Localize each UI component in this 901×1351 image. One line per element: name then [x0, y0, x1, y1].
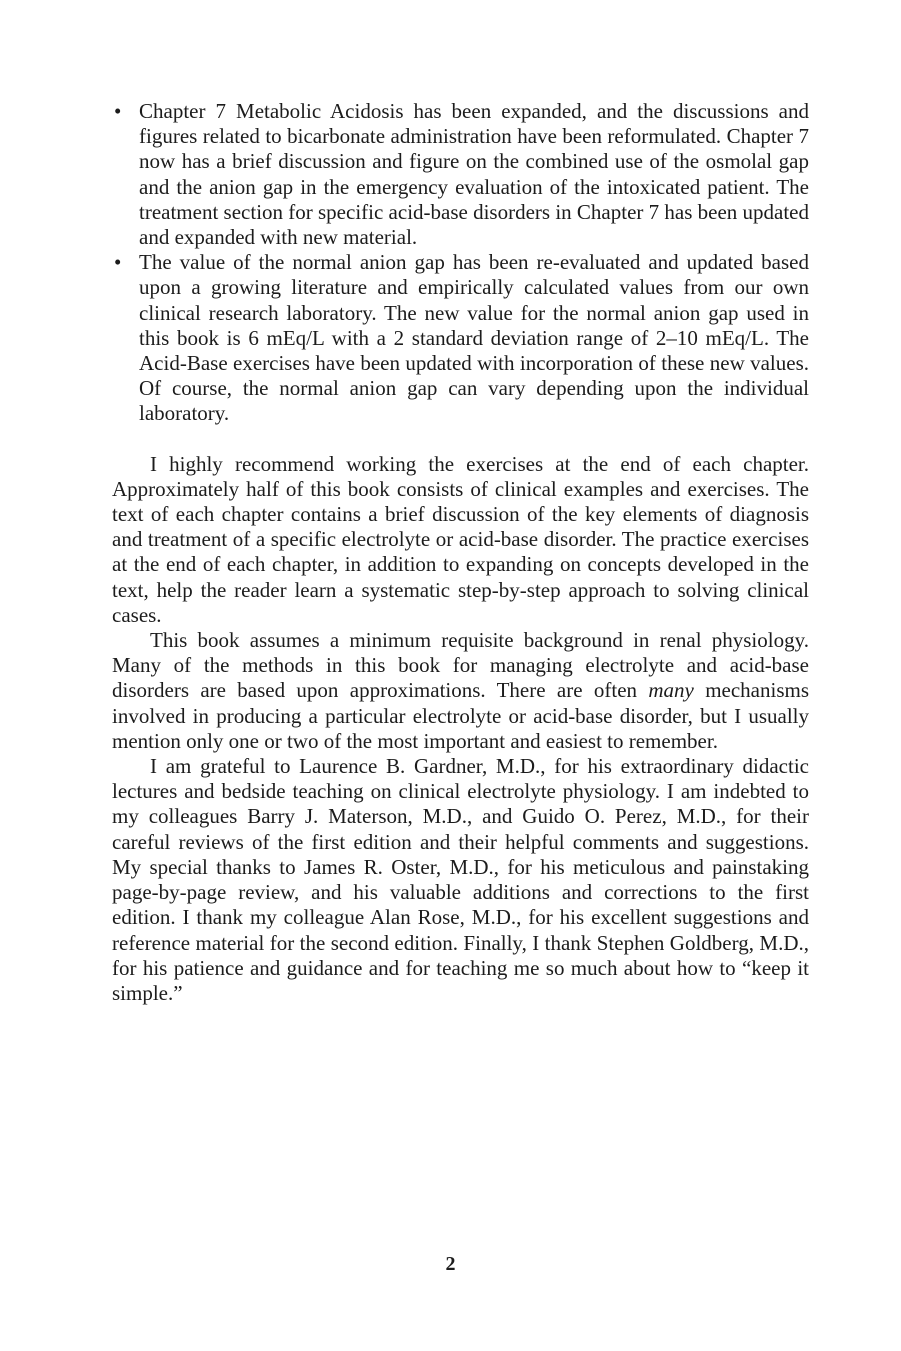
paragraph-background	[112, 628, 809, 754]
paragraph-part: This book assumes a minimum requisite background in renal physiology. Many of the methods in this book for managing electrolyte and acid-base disorders are based upon approximations. There are often	[112, 628, 809, 703]
paragraph-acknowledgments: I am grateful to Laurence B. Gardner, M.D., for his extraordinary didactic lectures and bedside teaching on clinical electrolyte physiology. I am indebted to my colleagues Barry J. Materson, M.D., and Guido O. Perez, M.D., for their careful reviews of the first edition and their helpful comments and suggestions. My special thanks to James R. Oster, M.D., for his meticulous and painstaking page-by-page review, and his valuable additions and corrections to the first edition. I thank my colleague Alan Rose, M.D., for his excellent suggestions and reference material for the second edition. Finally, I thank Stephen Goldberg, M.D., for his patience and guidance and for teaching me so much about how to “keep it simple.”	[112, 754, 809, 1005]
bullet-text-anion-gap: The value of the normal anion gap has been re-evaluated and updated based upon a growing literature and empirically calculated values from our own clinical research laboratory. The new value for the normal anion gap used in this book is 6 mEq/L with a 2 standard deviation range of 2–10 mEq/L. The Acid-Base exercises have been updated with incorporation of these new values. Of course, the normal anion gap can vary depending upon the individual laboratory.	[139, 250, 809, 426]
body-paragraphs	[112, 452, 809, 1006]
bullet-text-chapter7: Chapter 7 Metabolic Acidosis has been expanded, and the discussions and figures related to bicarbonate administration have been reformulated. Chapter 7 now has a brief discussion and figure on the combined use of the osmolal gap and the anion gap in the emergency evaluation of the intoxicated patient. The treatment section for specific acid-base disorders in Chapter 7 has been updated and expanded with new material.	[139, 99, 810, 250]
paragraph-part: mechanisms involved in producing a particular electrolyte or acid-base disorder, but I usually mention only one or two of the most important and easiest to remember.	[112, 678, 810, 753]
page-number: 2	[445, 1253, 456, 1275]
paragraph-part-italic: many	[648, 678, 694, 703]
bullet-list	[112, 99, 809, 427]
paragraph-exercises: I highly recommend working the exercises at the end of each chapter. Approximately half of this book consists of clinical examples and exercises. The text of each chapter contains a brief discussion of the key elements of diagnosis and treatment of a specific electrolyte or acid-base disorder. The practice exercises at the end of each chapter, in addition to expanding on concepts developed in the text, help the reader learn a systematic step-by-step approach to solving clinical cases.	[112, 451, 809, 627]
bullet-icon: •	[114, 250, 122, 275]
bullet-icon: •	[114, 99, 122, 123]
page-content	[112, 99, 809, 1006]
list-item	[112, 99, 809, 250]
list-item	[112, 250, 809, 426]
